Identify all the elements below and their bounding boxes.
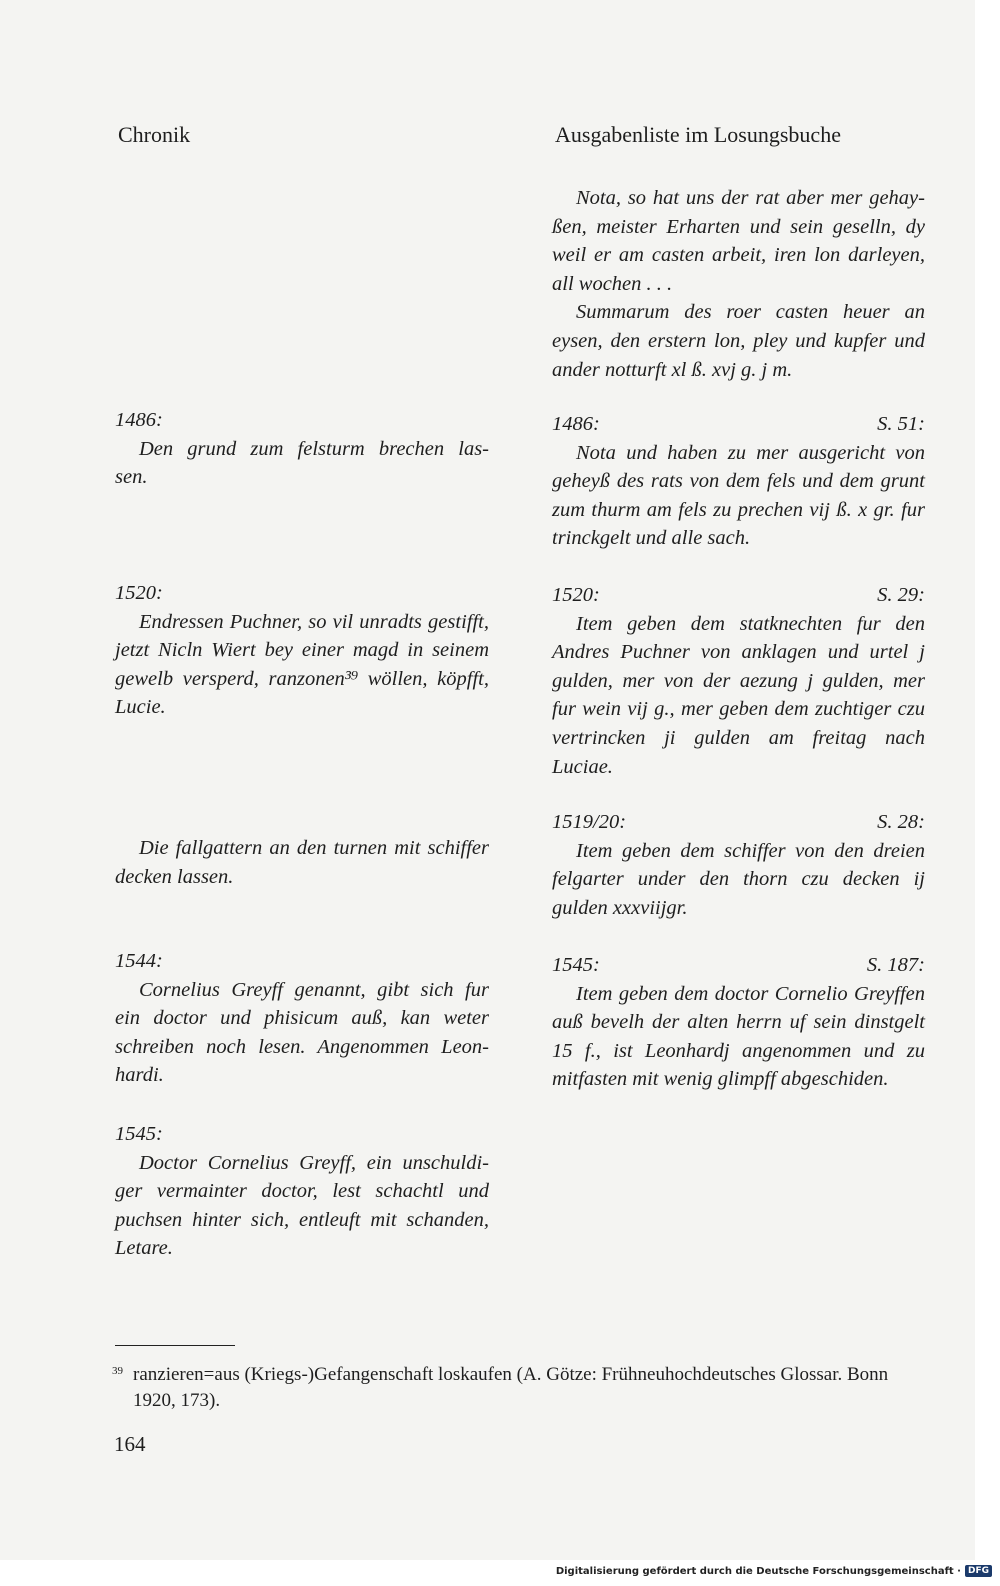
entry-text: Doctor Cornelius Greyff, ein unschuldi- ger vermainter doctor, lest schachtl und puchsen hinter sich, entleuft mit schanden, Letare.: [115, 1151, 489, 1260]
footnote-marker: 39: [112, 1365, 123, 1377]
entry-text: Die fallgattern an den turnen mit schiffer decken lassen.: [115, 837, 489, 888]
entry-year: 1486:: [115, 409, 163, 431]
right-column-header: Ausgabenliste im Losungsbuche: [555, 122, 841, 147]
entry-text: Nota und haben zu mer ausgericht von geheyß des rats von dem fels und dem grunt zum thurm am fels zu prechen vij ß. x gr. fur trinckgelt und alle sach.: [552, 441, 925, 550]
footnote: [112, 1358, 924, 1414]
footnote-separator: [115, 1345, 235, 1346]
entry-text: Cornelius Greyff genannt, gibt sich fur ein doctor und phisicum auß, kan weter schreiben noch lesen. Angenommen Leon- hardi.: [115, 978, 489, 1087]
left-column-header: Chronik: [118, 122, 191, 147]
right-entry-1486: [552, 410, 925, 553]
entry-year: 1486:: [552, 413, 600, 435]
right-intro-entry: [552, 184, 925, 384]
left-entry-1545: [115, 1120, 489, 1263]
entry-text: Item geben dem schiffer von den dreien felgarter under den thorn czu decken ij gulden xxxviijgr.: [552, 839, 925, 919]
entry-year: 1544:: [115, 950, 163, 972]
entry-page-ref: S. 187:: [866, 954, 925, 976]
right-entry-1545: [552, 951, 925, 1094]
right-entry-1520: [552, 581, 925, 781]
entry-year: 1545:: [552, 954, 600, 976]
entry-year: 1519/20:: [552, 811, 627, 833]
entry-year: 1520:: [115, 582, 163, 604]
left-entry-1544: [115, 947, 489, 1090]
entry-text: Item geben dem doctor Cornelio Greyffen auß bevelh der alten herrn uf sein dinstgelt 15 f., ist Leonhardj angenommen und zu mitfasten mit wenig glimpff abgeschiden.: [552, 982, 925, 1091]
entry-page-ref: S. 28:: [877, 811, 925, 833]
dfg-credit-text: Digitalisierung gefördert durch die Deutsche Forschungsgemeinschaft ·: [555, 1565, 961, 1577]
entry-page-ref: S. 29:: [877, 584, 925, 606]
left-entry-1486: [115, 406, 489, 492]
right-entry-1519-20: [552, 808, 925, 922]
entry-text: Den grund zum felsturm brechen las- sen.: [115, 437, 489, 489]
footnote-text-continued: 1920, 173).: [133, 1390, 221, 1411]
entry-year: 1545:: [115, 1123, 163, 1145]
entry-text: Item geben dem statknechten fur den Andres Puchner von anklagen und urtel j gulden, mer von der aezung j gulden, mer fur wein vij g., mer geben dem zuchtiger czu vertrincken ji gulden am freitag nach Luciae.: [552, 612, 925, 778]
entry-year: 1520:: [552, 584, 600, 606]
scan-margin-right: [975, 0, 1000, 1560]
entry-text: Endressen Puchner, so vil unradts gestifft, jetzt Nicln Wiert bey einer magd in seinem gewelb versperd, ranzonen³⁹ wöllen, köpfft, Lucie.: [115, 610, 489, 719]
page-number: 164: [114, 1432, 146, 1456]
left-entry-fallgattern: [115, 834, 489, 891]
entry-page-ref: S. 51:: [877, 413, 925, 435]
dfg-logo: DFG: [965, 1565, 992, 1577]
dfg-credit: [556, 1565, 992, 1577]
footnote-text: ranzieren=aus (Kriegs-)Gefangenschaft loskaufen (A. Götze: Frühneuhochdeutsches Glossar. Bonn: [133, 1364, 889, 1385]
entry-text: Nota, so hat uns der rat aber mer gehay- ßen, meister Erharten und sein geselln, dy weil er am casten arbeit, iren lon darleyen, all wochen . . . Summarum des roer casten heuer an eysen, den erstern lon, pley und kupfer und ander notturft xl ß. xvj g. j m.: [552, 187, 925, 381]
left-entry-1520: [115, 579, 489, 722]
